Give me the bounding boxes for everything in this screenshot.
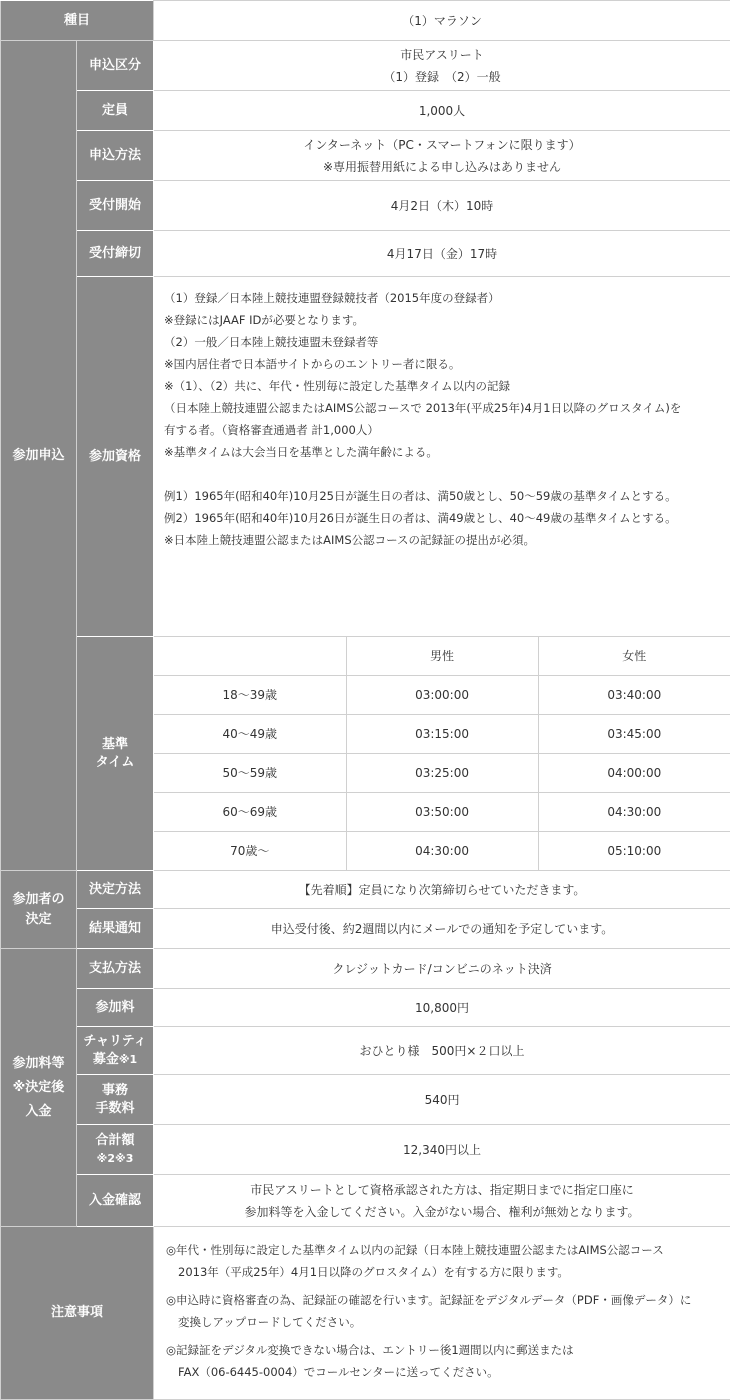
payment-confirm-line2: 参加料等を入金してください。入金がない場合、権利が無効となります。 [154,1201,730,1223]
note-line2: 変換しアップロードしてください。 [166,1311,722,1333]
group-decision-line2: 決定 [1,910,76,930]
male-time-cell: 03:25:00 [346,754,538,793]
male-time-cell: 03:15:00 [346,715,538,754]
standard-time-label-line1: 基準 [77,736,153,754]
note-item [164,1239,722,1283]
table-row [154,676,730,715]
table-row [154,832,730,871]
standard-time-label [77,637,154,871]
charity-label-text: 募金 [93,1052,119,1067]
eligibility-value [154,277,730,637]
method-label: 申込方法 [77,131,154,181]
standard-time-label-line2: タイム [77,754,153,772]
eligibility-line: 有する者。（資格審査通過者 計1,000人） [164,419,730,441]
age-cell: 40〜49歳 [154,715,346,754]
row-eligibility [1,277,730,637]
male-time-cell: 04:30:00 [346,832,538,871]
row-entry-fee [1,989,730,1027]
eligibility-line: ※登録にはJAAF IDが必要となります。 [164,309,730,331]
eligibility-line: ※（1）、（2）共に、年代・性別毎に設定した基準タイム以内の記録 [164,375,730,397]
deadline-value: 4月17日（金）17時 [154,231,730,277]
entry-fee-value: 10,800円 [154,989,730,1027]
age-cell: 18〜39歳 [154,676,346,715]
payment-value: クレジットカード/コンビニのネット決済 [154,949,730,989]
standard-time-cell [154,637,730,871]
table-row [154,793,730,832]
table-row [154,715,730,754]
payment-label: 支払方法 [77,949,154,989]
note-line1: ◎記録証をデジタル変換できない場合は、エントリー後1週間以内に郵送または [166,1339,722,1361]
group-fees-line1: 参加料等 [1,1052,76,1076]
event-label: 種目 [1,1,154,41]
method-value [154,131,730,181]
row-method [1,131,730,181]
method-line2: ※専用振替用紙による申し込みはありません [154,156,730,178]
row-standard-time [1,637,730,871]
row-decision-method [1,871,730,909]
deadline-label: 受付締切 [77,231,154,277]
row-notes [1,1227,730,1400]
total-label-line1: 合計額 [77,1132,153,1150]
age-cell: 70歳〜 [154,832,346,871]
note-line1: ◎申込時に資格審査の為、記録証の確認を行います。記録証をデジタルデータ（PDF・画像データ）に [166,1289,722,1311]
group-decision [1,871,77,949]
male-time-cell: 03:50:00 [346,793,538,832]
capacity-value: 1,000人 [154,91,730,131]
eligibility-line: （1）登録／日本陸上競技連盟登録競技者（2015年度の登録者） [164,287,730,309]
table-row [154,754,730,793]
payment-confirm-line1: 市民アスリートとして資格承認された方は、指定期日までに指定口座に [154,1179,730,1201]
decision-method-value: 【先着順】定員になり次第締切らせていただきます。 [154,871,730,909]
capacity-label: 定員 [77,91,154,131]
payment-confirm-value [154,1175,730,1227]
category-line2: （1）登録 （2）一般 [154,66,730,88]
group-fees-line3: 入金 [1,1100,76,1124]
handling-label-line1: 事務 [77,1082,153,1100]
standard-time-header [154,637,730,676]
eligibility-label: 参加資格 [77,277,154,637]
row-capacity [1,91,730,131]
row-handling-fee [1,1075,730,1125]
notes-value [154,1227,730,1400]
row-category [1,41,730,91]
category-line1: 市民アスリート [154,44,730,66]
group-fees-line2: ※決定後 [1,1076,76,1100]
payment-confirm-label: 入金確認 [77,1175,154,1227]
category-value [154,41,730,91]
note-item [164,1339,722,1383]
charity-value: おひとり様 500円×２口以上 [154,1027,730,1075]
group-decision-line1: 参加者の [1,890,76,910]
male-time-cell: 03:00:00 [346,676,538,715]
female-time-cell: 04:00:00 [538,754,730,793]
note-line2: 2013年（平成25年）4月1日以降のグロスタイム）を有する方に限ります。 [166,1261,722,1283]
eligibility-example: 例2）1965年(昭和40年)10月26日が誕生日の者は、満49歳とし、40〜49歳の基準タイムとする。 [164,507,730,529]
row-total [1,1125,730,1175]
handling-fee-value: 540円 [154,1075,730,1125]
start-label: 受付開始 [77,181,154,231]
eligibility-note: ※日本陸上競技連盟公認またはAIMS公認コースの記録証の提出が必須。 [164,529,730,551]
charity-label-line1: チャリティ [77,1033,153,1051]
eligibility-example: 例1）1965年(昭和40年)10月25日が誕生日の者は、満50歳とし、50〜59歳の基準タイムとする。 [164,485,730,507]
row-charity [1,1027,730,1075]
eligibility-line: ※国内居住者で日本語サイトからのエントリー者に限る。 [164,353,730,375]
row-start [1,181,730,231]
row-deadline [1,231,730,277]
female-time-cell: 03:40:00 [538,676,730,715]
charity-label-line2 [77,1051,153,1069]
row-payment [1,949,730,989]
total-label [77,1125,154,1175]
charity-label [77,1027,154,1075]
notes-label: 注意事項 [1,1227,154,1400]
female-time-cell: 03:45:00 [538,715,730,754]
total-label-note: ※2※3 [77,1150,153,1168]
age-cell: 60〜69歳 [154,793,346,832]
handling-label-line2: 手数料 [77,1100,153,1118]
eligibility-line: （日本陸上競技連盟公認またはAIMS公認コースで 2013年(平成25年)4月1日以降のグロスタイム)を [164,397,730,419]
total-value: 12,340円以上 [154,1125,730,1175]
result-notice-label: 結果通知 [77,909,154,949]
header-female: 女性 [538,637,730,676]
standard-time-table [154,637,730,870]
header-age [154,637,346,676]
event-value: （1）マラソン [154,1,730,41]
method-line1: インターネット（PC・スマートフォンに限ります） [154,134,730,156]
handling-fee-label [77,1075,154,1125]
decision-method-label: 決定方法 [77,871,154,909]
female-time-cell: 04:30:00 [538,793,730,832]
row-payment-confirm [1,1175,730,1227]
result-notice-value: 申込受付後、約2週間以内にメールでの通知を予定しています。 [154,909,730,949]
row-result-notice [1,909,730,949]
start-value: 4月2日（木）10時 [154,181,730,231]
header-male: 男性 [346,637,538,676]
group-application: 参加申込 [1,41,77,871]
note-line1: ◎年代・性別毎に設定した基準タイム以内の記録（日本陸上競技連盟公認またはAIMS公認コース [166,1239,722,1261]
female-time-cell: 05:10:00 [538,832,730,871]
category-label: 申込区分 [77,41,154,91]
row-event [1,1,730,41]
group-fees [1,949,77,1227]
note-line2: FAX（06-6445-0004）でコールセンターに送ってください。 [166,1361,722,1383]
charity-label-note: ※1 [119,1053,137,1066]
entry-fee-label: 参加料 [77,989,154,1027]
eligibility-line: （2）一般／日本陸上競技連盟未登録者等 [164,331,730,353]
note-item [164,1289,722,1333]
age-cell: 50〜59歳 [154,754,346,793]
eligibility-line: ※基準タイムは大会当日を基準とした満年齢による。 [164,441,730,463]
